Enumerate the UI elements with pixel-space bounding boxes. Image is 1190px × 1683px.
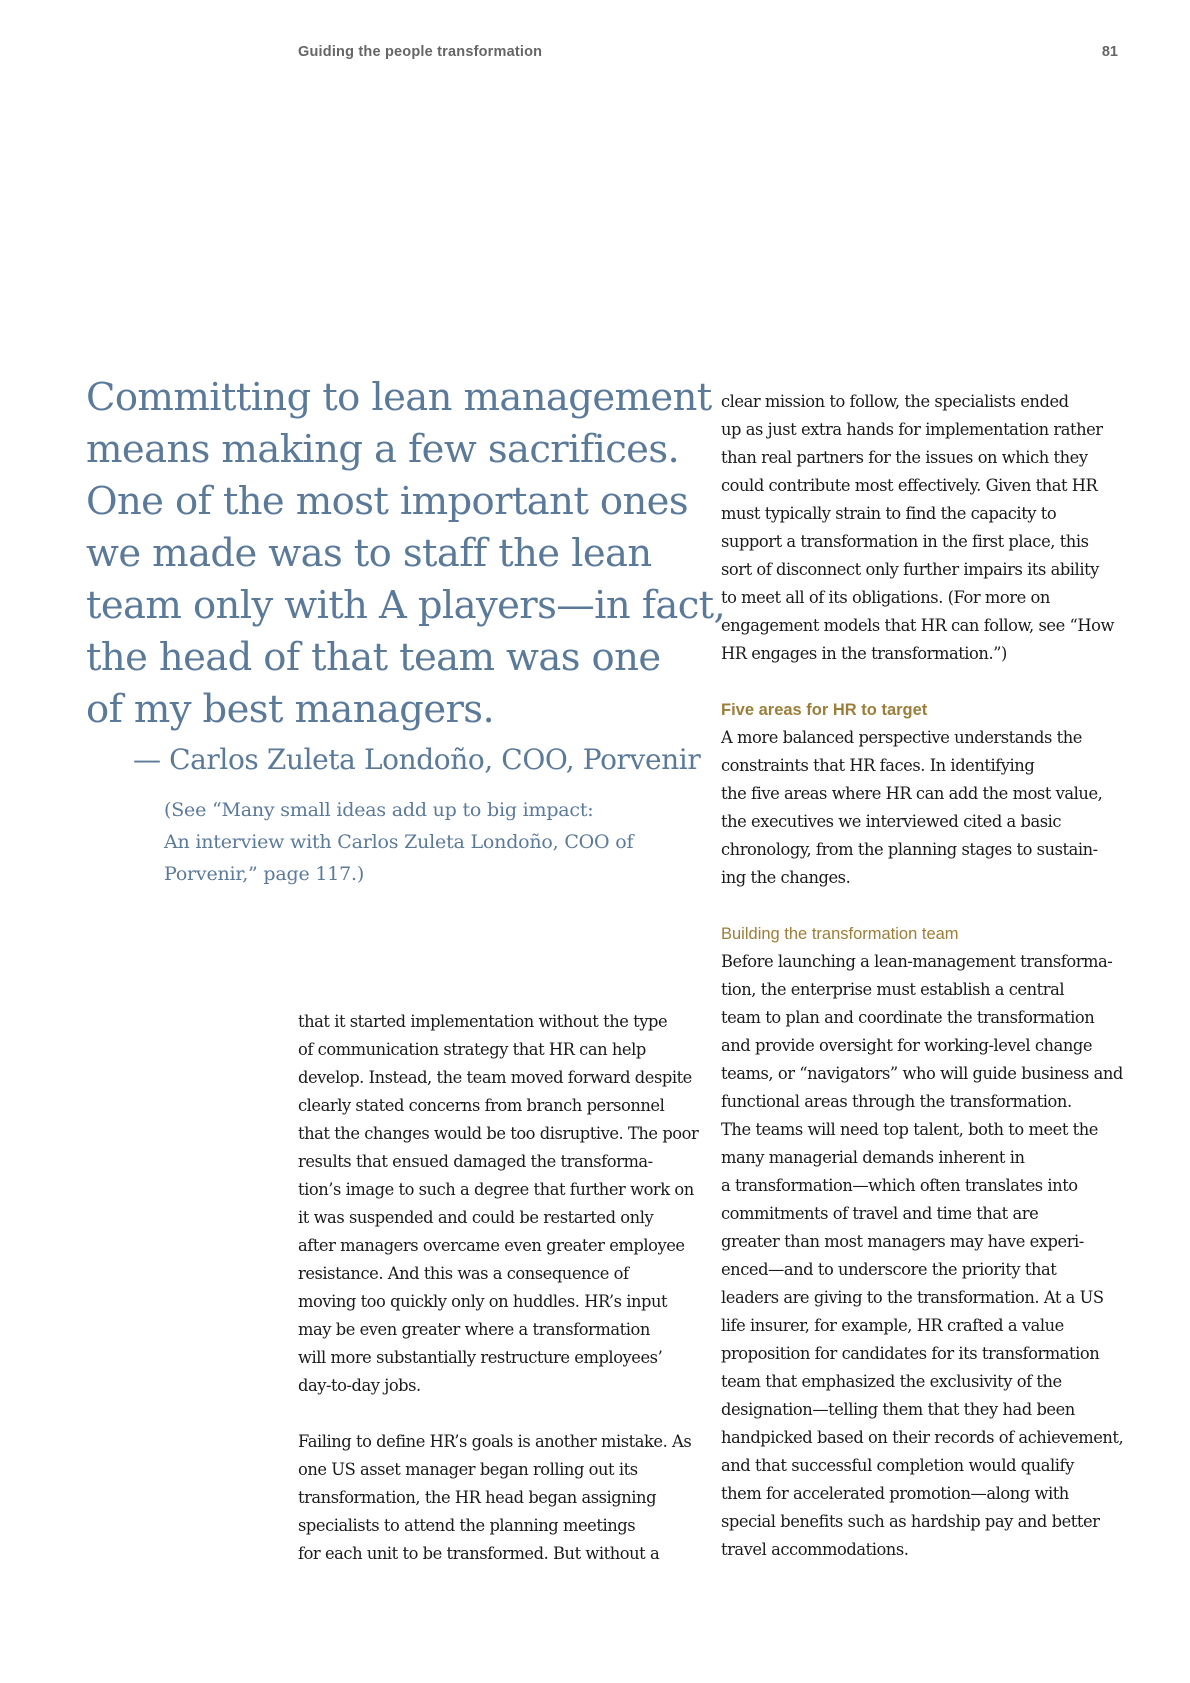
text-line: may be even greater where a transformation xyxy=(298,1320,650,1339)
text-line: designation—telling them that they had been xyxy=(721,1400,1075,1419)
text-line: them for accelerated promotion—along with xyxy=(721,1484,1069,1503)
text-line: team that emphasized the exclusivity of the xyxy=(721,1372,1062,1391)
text-line: up as just extra hands for implementation rather xyxy=(721,420,1103,439)
quote-attribution: — Carlos Zuleta Londoño, COO, Porvenir xyxy=(133,743,701,776)
paragraph xyxy=(721,724,1121,892)
text-line: it was suspended and could be restarted only xyxy=(298,1208,654,1227)
text-line: constraints that HR faces. In identifying xyxy=(721,756,1035,775)
text-line: one US asset manager began rolling out its xyxy=(298,1460,638,1479)
pull-quote-line: the head of that team was one xyxy=(86,635,661,680)
text-line: results that ensued damaged the transforma- xyxy=(298,1152,653,1171)
text-line: HR engages in the transformation.”) xyxy=(721,644,1007,663)
cross-reference-line: Porvenir,” page 117.) xyxy=(164,863,365,885)
text-line: teams, or “navigators” who will guide business and xyxy=(721,1064,1123,1083)
cross-reference xyxy=(164,794,686,890)
text-line: clearly stated concerns from branch personnel xyxy=(298,1096,665,1115)
paragraph-gap xyxy=(721,668,1121,696)
text-line: functional areas through the transformation. xyxy=(721,1092,1072,1111)
text-line: special benefits such as hardship pay and better xyxy=(721,1512,1100,1531)
text-line: tion’s image to such a degree that further work on xyxy=(298,1180,694,1199)
text-line: day-to-day jobs. xyxy=(298,1376,421,1395)
text-line: chronology, from the planning stages to sustain- xyxy=(721,840,1098,859)
pull-quote xyxy=(86,372,726,890)
text-line: a transformation—which often translates into xyxy=(721,1176,1078,1195)
text-line: Failing to define HR’s goals is another mistake. As xyxy=(298,1432,692,1451)
text-line: than real partners for the issues on which they xyxy=(721,448,1088,467)
text-line: proposition for candidates for its transformation xyxy=(721,1344,1100,1363)
text-line: after managers overcame even greater employee xyxy=(298,1236,685,1255)
text-line: develop. Instead, the team moved forward despite xyxy=(298,1068,692,1087)
page-number: 81 xyxy=(1101,44,1118,60)
text-line: must typically strain to find the capacity to xyxy=(721,504,1057,523)
text-line: will more substantially restructure employees’ xyxy=(298,1348,663,1367)
text-line: sort of disconnect only further impairs its ability xyxy=(721,560,1099,579)
text-line: ing the changes. xyxy=(721,868,851,887)
text-line: life insurer, for example, HR crafted a value xyxy=(721,1316,1064,1335)
left-column xyxy=(298,1008,698,1568)
text-line: could contribute most effectively. Given that HR xyxy=(721,476,1098,495)
text-line: The teams will need top talent, both to meet the xyxy=(721,1120,1098,1139)
pull-quote-line: One of the most important ones xyxy=(86,479,688,524)
text-line: and that successful completion would qualify xyxy=(721,1456,1074,1475)
cross-reference-line: An interview with Carlos Zuleta Londoño, COO of xyxy=(164,831,634,853)
text-line: A more balanced perspective understands the xyxy=(721,728,1082,747)
paragraph xyxy=(721,948,1124,1564)
text-line: greater than most managers may have experi- xyxy=(721,1232,1084,1251)
right-column xyxy=(721,388,1124,1564)
text-line: handpicked based on their records of achievement, xyxy=(721,1428,1124,1447)
text-line: enced—and to underscore the priority that xyxy=(721,1260,1057,1279)
text-line: Before launching a lean-management transforma- xyxy=(721,952,1113,971)
paragraph-gap xyxy=(721,892,1121,920)
pull-quote-line: Committing to lean management xyxy=(86,375,712,420)
pull-quote-line: means making a few sacrifices. xyxy=(86,427,680,472)
subsection-heading: Building the transformation team xyxy=(721,925,959,943)
text-line: specialists to attend the planning meetings xyxy=(298,1516,636,1535)
paragraph-gap xyxy=(298,1400,698,1428)
text-line: the five areas where HR can add the most value, xyxy=(721,784,1103,803)
text-line: transformation, the HR head began assigning xyxy=(298,1488,657,1507)
text-line: resistance. And this was a consequence of xyxy=(298,1264,629,1283)
text-line: travel accommodations. xyxy=(721,1540,909,1559)
text-line: and provide oversight for working-level change xyxy=(721,1036,1093,1055)
text-line: engagement models that HR can follow, see “How xyxy=(721,616,1114,635)
paragraph xyxy=(721,388,1121,668)
text-line: the executives we interviewed cited a basic xyxy=(721,812,1062,831)
text-line: leaders are giving to the transformation. At a US xyxy=(721,1288,1104,1307)
text-line: commitments of travel and time that are xyxy=(721,1204,1039,1223)
text-line: support a transformation in the first place, this xyxy=(721,532,1089,551)
paragraph xyxy=(298,1428,698,1568)
pull-quote-line: team only with A players—in fact, xyxy=(86,583,726,628)
text-line: that the changes would be too disruptive. The poor xyxy=(298,1124,699,1143)
text-line: moving too quickly only on huddles. HR’s input xyxy=(298,1292,668,1311)
section-heading: Five areas for HR to target xyxy=(721,701,928,719)
text-line: that it started implementation without the type xyxy=(298,1012,668,1031)
pull-quote-line: we made was to staff the lean xyxy=(86,531,652,576)
text-line: of communication strategy that HR can help xyxy=(298,1040,646,1059)
text-line: tion, the enterprise must establish a central xyxy=(721,980,1065,999)
text-line: clear mission to follow, the specialists ended xyxy=(721,392,1069,411)
text-line: team to plan and coordinate the transformation xyxy=(721,1008,1095,1027)
paragraph xyxy=(298,1008,698,1400)
text-line: to meet all of its obligations. (For more on xyxy=(721,588,1050,607)
text-line: many managerial demands inherent in xyxy=(721,1148,1025,1167)
cross-reference-line: (See “Many small ideas add up to big impact: xyxy=(164,799,594,821)
pull-quote-line: of my best managers. xyxy=(86,687,495,732)
text-line: for each unit to be transformed. But without a xyxy=(298,1544,660,1563)
running-head: Guiding the people transformation xyxy=(298,44,543,60)
